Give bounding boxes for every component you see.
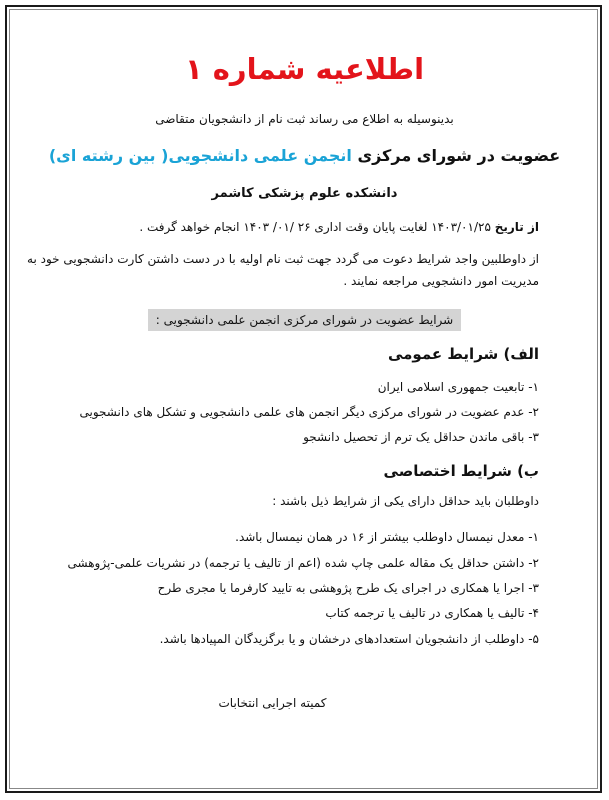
specific-item: ۲- داشتن حداقل یک مقاله علمی چاپ شده (اعم از تالیف یا ترجمه) در نشریات علمی-پژوهشی [67,556,539,570]
specific-item: ۵- داوطلب از دانشجویان استعدادهای درخشان و یا برگزیدگان المپیادها باشد. [159,632,539,646]
general-heading: الف) شرایط عمومی [387,345,539,363]
membership-highlight: انجمن علمی دانشجویی( بین رشته ای) [48,146,352,165]
specific-item: ۳- اجرا یا همکاری در اجرای یک طرح پژوهشی به تایید کارفرما یا مجری طرح [157,581,539,595]
conditions-box: شرایط عضویت در شورای مرکزی انجمن علمی دانشجویی : [148,309,461,331]
specific-heading: ب) شرایط اختصاصی [383,462,539,480]
specific-item: ۱- معدل نیمسال داوطلب بیشتر از ۱۶ در همان نیمسال باشد. [235,530,539,544]
membership-prefix: عضویت در شورای مرکزی [357,146,561,165]
intro-text: بدینوسیله به اطلاع می رساند ثبت نام از دانشجویان متقاضی [155,112,454,126]
specific-intro: داوطلبان باید حداقل دارای یکی از شرایط ذیل باشند : [272,494,539,508]
faculty-name: دانشکده علوم پزشکی کاشمر [211,186,398,201]
date-label: از تاریخ [494,220,539,234]
general-item: ۱- تابعیت جمهوری اسلامی ایران [377,380,539,394]
invite-line-2: مدیریت امور دانشجویی مراجعه نمایند . [343,274,539,288]
date-line [139,220,539,234]
date-text: ۱۴۰۳/۰۱/۲۵ لغایت پایان وقت اداری ۲۶ /۰۱/ ۱۴۰۳ انجام خواهد گرفت . [139,220,491,234]
specific-item: ۴- تالیف یا همکاری در تالیف یا ترجمه کتاب [325,606,539,620]
conditions-box-wrap [0,309,609,331]
membership-heading [0,146,609,165]
signature: کمیته اجرایی انتخابات [218,696,327,710]
general-item: ۲- عدم عضویت در شورای مرکزی دیگر انجمن های علمی دانشجویی و تشکل های دانشجویی [79,405,539,419]
general-item: ۳- باقی ماندن حداقل یک ترم از تحصیل دانشجو [303,430,539,444]
page-border-inner [9,9,598,789]
invite-line-1: از داوطلبین واجد شرایط دعوت می گردد جهت ثبت نام اولیه با در دست داشتن کارت دانشجویی خود به [27,252,539,266]
announcement-title: اطلاعیه شماره ۱ [184,52,425,86]
